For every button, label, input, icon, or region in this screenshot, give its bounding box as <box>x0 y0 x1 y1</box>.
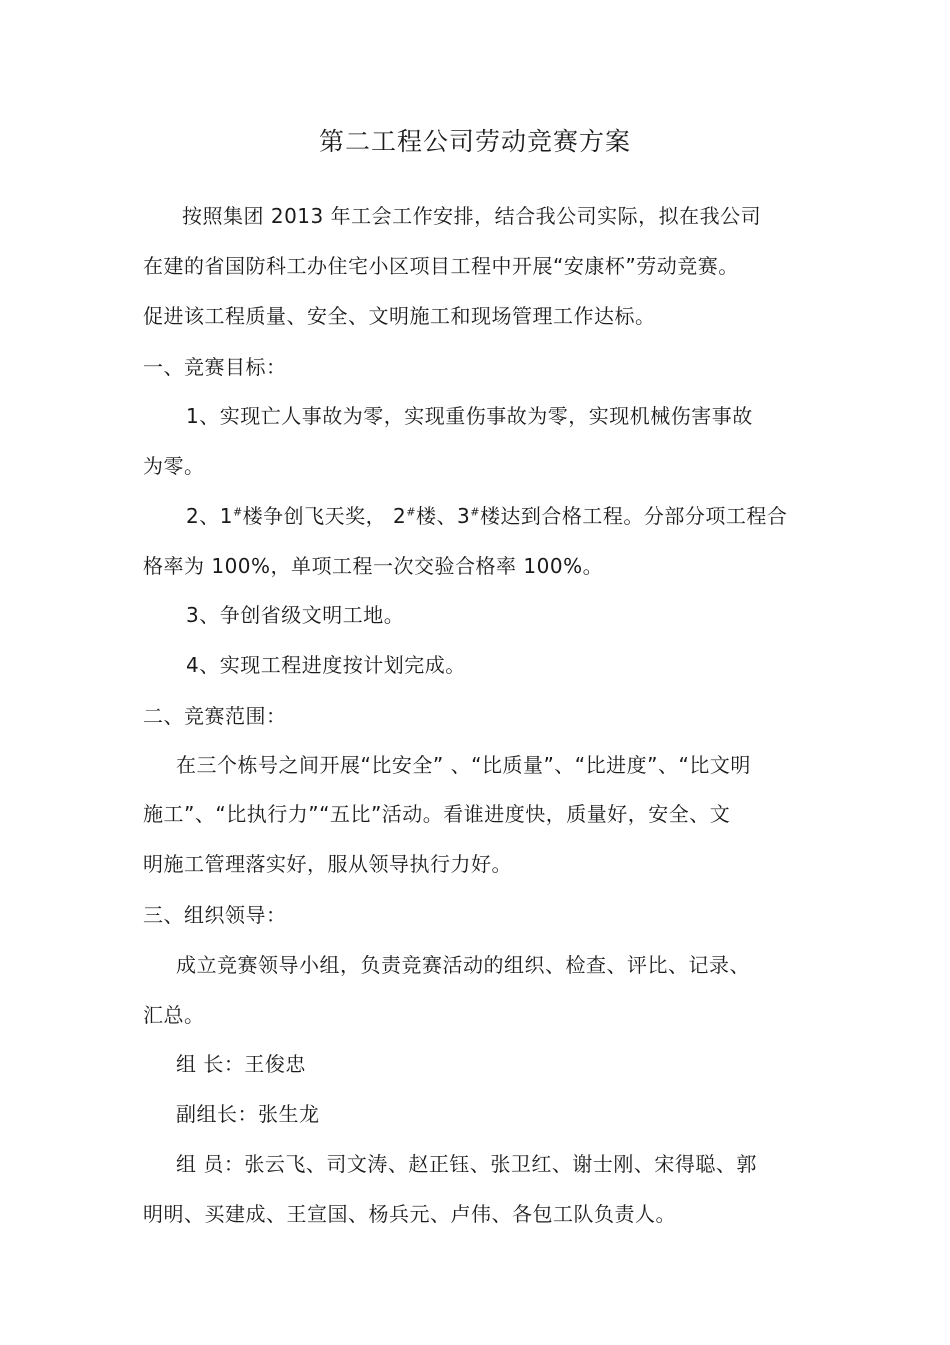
goal-item-2-line-2: 格率为 100%，单项工程一次交验合格率 100%。 <box>143 554 604 578</box>
goal-item-2-part-a: 2、1 <box>186 504 233 528</box>
goal-item-1-line-2: 为零。 <box>143 454 205 478</box>
leader-line: 组 长：王俊忠 <box>176 1052 306 1076</box>
deputy-leader-line: 副组长：张生龙 <box>176 1102 320 1126</box>
section3-heading: 三、组织领导： <box>143 903 287 927</box>
section1-heading: 一、竞赛目标： <box>143 355 287 379</box>
goal-item-2-part-d: 楼达到合格工程。分部分项工程合 <box>479 504 788 528</box>
goal-item-2-line-1 <box>186 501 787 531</box>
goal-item-4: 4、实现工程进度按计划完成。 <box>186 653 466 677</box>
intro-line-3: 促进该工程质量、安全、文明施工和现场管理工作达标。 <box>143 304 656 328</box>
org-line-2: 汇总。 <box>143 1003 205 1027</box>
intro-line-2: 在建的省国防科工办住宅小区项目工程中开展“安康杯”劳动竞赛。 <box>143 254 739 278</box>
scope-line-1: 在三个栋号之间开展“比安全” 、“比质量”、“比进度”、“比文明 <box>176 753 751 777</box>
scope-line-3: 明施工管理落实好，服从领导执行力好。 <box>143 852 512 876</box>
members-line-1: 组 员：张云飞、司文涛、赵正钰、张卫红、谢士刚、宋得聪、郭 <box>176 1152 757 1176</box>
section2-heading: 二、竞赛范围： <box>143 704 287 728</box>
building-mark-3: # <box>470 505 480 519</box>
scope-line-2: 施工”、“比执行力”“五比”活动。看谁进度快，质量好，安全、文 <box>143 802 731 826</box>
goal-item-3: 3、争创省级文明工地。 <box>186 603 405 627</box>
goal-item-2-part-b: 楼争创飞天奖， 2 <box>242 504 407 528</box>
goal-item-1-line-1: 1、实现亡人事故为零，实现重伤事故为零，实现机械伤害事故 <box>186 404 753 428</box>
members-line-2: 明明、买建成、王宣国、杨兵元、卢伟、各包工队负责人。 <box>143 1202 676 1226</box>
building-mark-2: # <box>406 505 416 519</box>
building-mark-1: # <box>232 505 243 519</box>
goal-item-2-part-c: 楼、3 <box>415 504 471 528</box>
intro-line-1: 按照集团 2013 年工会工作安排，结合我公司实际，拟在我公司 <box>182 204 762 228</box>
org-line-1: 成立竞赛领导小组，负责竞赛活动的组织、检查、评比、记录、 <box>176 953 750 977</box>
document-title: 第二工程公司劳动竞赛方案 <box>318 127 631 156</box>
